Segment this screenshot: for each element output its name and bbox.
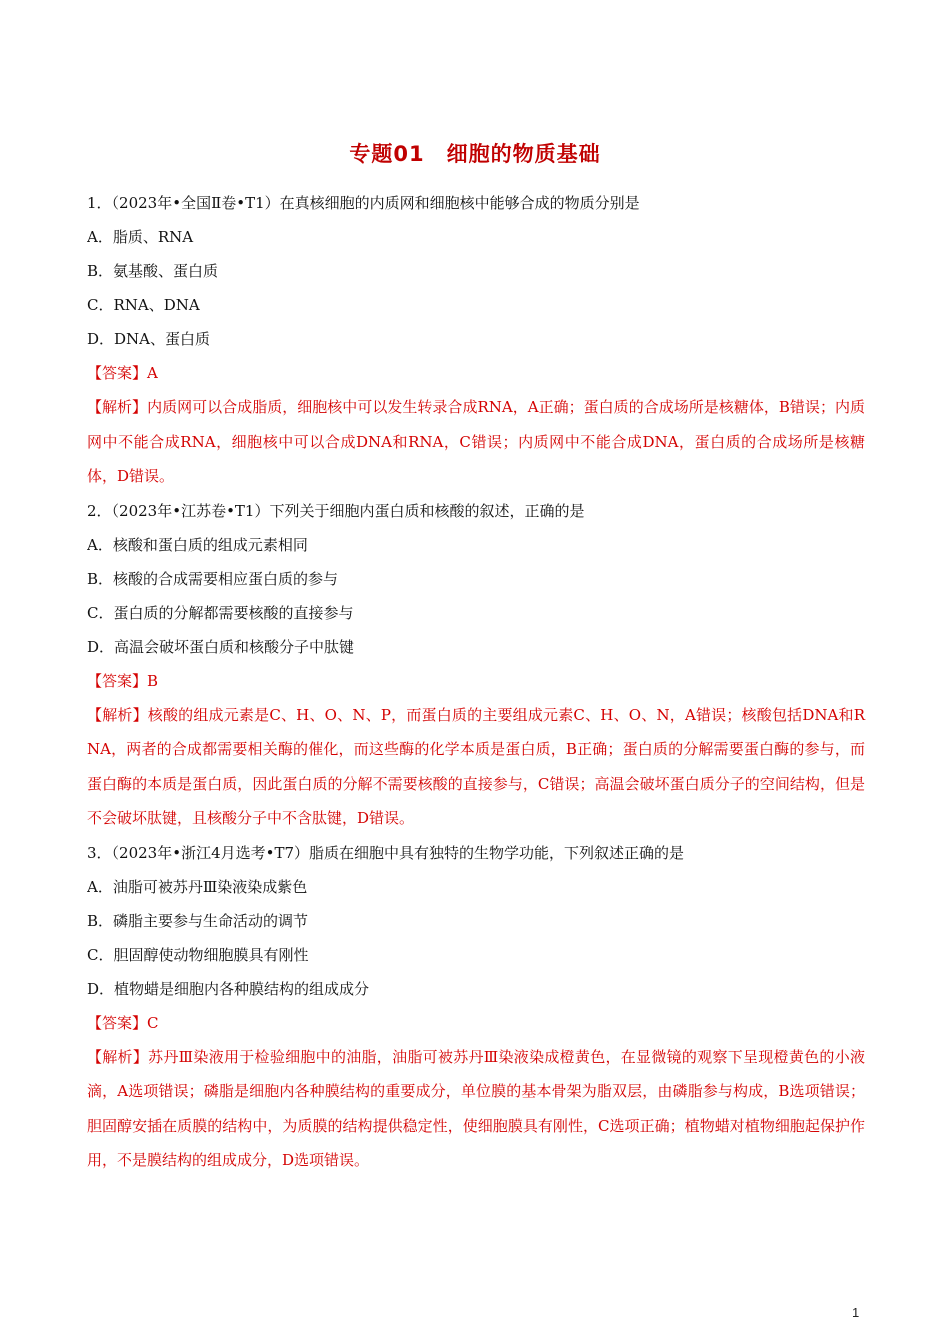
answer-tag: 【答案】	[87, 671, 148, 690]
option-a: A．核酸和蛋白质的组成元素相同	[87, 535, 308, 554]
question-list	[87, 186, 865, 1178]
question-1	[87, 186, 865, 494]
analysis-text: 苏丹Ⅲ染液用于检验细胞中的油脂，油脂可被苏丹Ⅲ染液染成橙黄色，在显微镜的观察下呈现橙黄色的小液滴，A选项错误；磷脂是细胞内各种膜结构的重要成分，单位膜的基本骨架为脂双层，由磷脂参与构成，B选项错误；胆固醇安插在质膜的结构中，为质膜的结构提供稳定性，使细胞膜具有刚性，C选项正确；植物蜡对植物细胞起保护作用，不是膜结构的组成成分，D选项错误。	[87, 1047, 865, 1169]
analysis-paragraph	[87, 698, 865, 836]
option-a: A．油脂可被苏丹Ⅲ染液染成紫色	[87, 877, 308, 896]
answer-value: B	[147, 671, 159, 690]
question-stem: 2．（2023年•江苏卷•T1）下列关于细胞内蛋白质和核酸的叙述，正确的是	[87, 501, 585, 520]
analysis-tag: 【解析】	[87, 398, 148, 416]
answer-line	[87, 664, 865, 698]
option-a: A．脂质、RNA	[87, 228, 194, 246]
option-b: B．氨基酸、蛋白质	[87, 262, 219, 280]
option-b: B．磷脂主要参与生命活动的调节	[87, 911, 309, 930]
analysis-text: 核酸的组成元素是C、H、O、N、P，而蛋白质的主要组成元素C、H、O、N，A错误；核酸包括DNA和RNA，两者的合成都需要相关酶的催化，而这些酶的化学本质是蛋白质，B正确；蛋白质的分解需要蛋白酶的参与，而蛋白酶的本质是蛋白质，因此蛋白质的分解不需要核酸的直接参与，C错误；高温会破坏蛋白质分子的空间结构，但是不会破坏肽键，且核酸分子中不含肽键，D错误。	[87, 705, 865, 827]
answer-value: A	[147, 364, 158, 382]
option-c: C．蛋白质的分解都需要核酸的直接参与	[87, 603, 354, 622]
analysis-tag: 【解析】	[87, 705, 148, 724]
option-d: D．植物蜡是细胞内各种膜结构的组成成分	[87, 979, 370, 998]
option-b: B．核酸的合成需要相应蛋白质的参与	[87, 569, 339, 588]
answer-line	[87, 356, 865, 390]
option-d: D．DNA、蛋白质	[87, 330, 211, 348]
analysis-text: 内质网可以合成脂质，细胞核中可以发生转录合成RNA，A正确；蛋白质的合成场所是核糖体，B错误；内质网中不能合成RNA，细胞核中可以合成DNA和RNA，C错误；内质网中不能合成DNA，蛋白质的合成场所是核糖体，D错误。	[87, 398, 865, 485]
answer-line	[87, 1006, 865, 1040]
question-stem: 3．（2023年•浙江4月选考•T7）脂质在细胞中具有独特的生物学功能，下列叙述正确的是	[87, 843, 685, 862]
page-title: 专题01 细胞的物质基础	[349, 142, 601, 166]
option-c: C．RNA、DNA	[87, 296, 200, 314]
analysis-paragraph	[87, 390, 865, 494]
analysis-paragraph	[87, 1040, 865, 1178]
question-stem: 1．（2023年•全国Ⅱ卷•T1）在真核细胞的内质网和细胞核中能够合成的物质分别是	[87, 194, 640, 212]
option-d: D．高温会破坏蛋白质和核酸分子中肽键	[87, 637, 355, 656]
answer-tag: 【答案】	[87, 1013, 148, 1032]
option-c: C．胆固醇使动物细胞膜具有刚性	[87, 945, 309, 964]
question-2	[87, 494, 865, 836]
answer-value: C	[147, 1013, 159, 1032]
analysis-tag: 【解析】	[87, 1047, 149, 1066]
question-3	[87, 836, 865, 1178]
answer-tag: 【答案】	[87, 364, 148, 382]
page-number: 1	[852, 1305, 860, 1320]
